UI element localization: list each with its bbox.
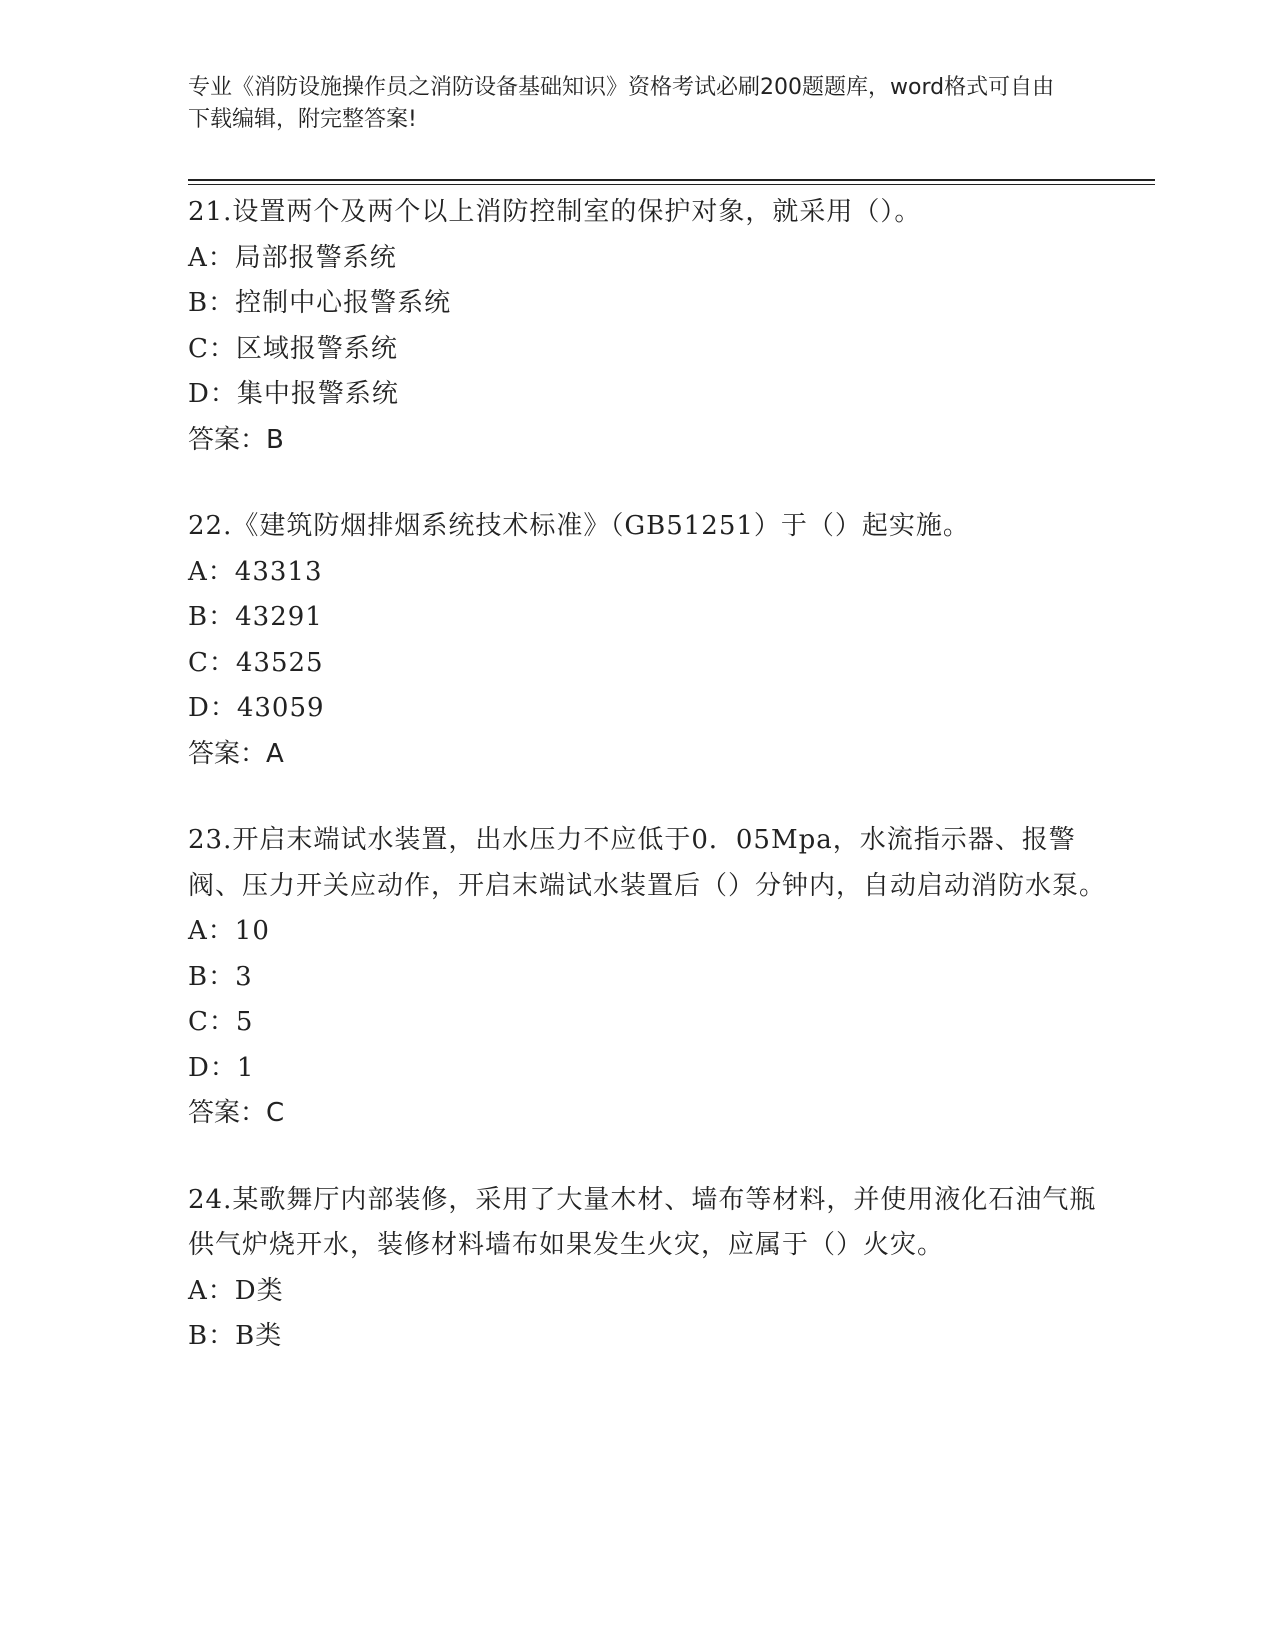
option-c: C：5: [188, 1007, 254, 1037]
option-c: C：43525: [188, 647, 324, 678]
option-a: A：D类: [188, 1275, 284, 1306]
question-list: [188, 190, 1108, 1360]
header-divider-thick: [188, 179, 1155, 181]
option-b: B：控制中心报警系统: [188, 288, 452, 318]
question-stem: 22.《建筑防烟排烟系统技术标准》（GB51251）于（）起实施。: [188, 511, 970, 541]
answer: 答案：B: [188, 424, 284, 455]
question-21: [188, 190, 1108, 463]
question-22: [188, 504, 1108, 777]
question-stem: 24.某歌舞厅内部装修，采用了大量木材、墙布等材料，并使用液化石油气瓶供气炉烧开水，装修材料墙布如果发生火灾，应属于（）火灾。: [188, 1184, 1097, 1260]
question-stem: 21.设置两个及两个以上消防控制室的保护对象，就采用（）。: [188, 197, 922, 227]
question-24: [188, 1178, 1108, 1360]
option-d: D：1: [188, 1052, 255, 1083]
option-d: D：集中报警系统: [188, 379, 399, 409]
header-divider-thin: [188, 184, 1155, 185]
option-a: A：10: [188, 916, 270, 946]
option-b: B：3: [188, 961, 253, 992]
option-b: B：B类: [188, 1321, 283, 1351]
answer: 答案：A: [188, 738, 284, 769]
option-d: D：43059: [188, 693, 325, 723]
option-a: A：43313: [188, 556, 323, 587]
option-a: A：局部报警系统: [188, 242, 397, 273]
document-header: 专业《消防设施操作员之消防设备基础知识》资格考试必刷200题题库，word格式可自由下载编辑，附完整答案!: [188, 75, 1055, 132]
answer: 答案：C: [188, 1098, 285, 1128]
question-23: [188, 818, 1108, 1137]
question-stem: 23.开启末端试水装置，出水压力不应低于0．05Mpa，水流指示器、报警阀、压力开关应动作，开启末端试水装置后（）分钟内，自动启动消防水泵。: [188, 825, 1107, 901]
option-c: C：区域报警系统: [188, 333, 398, 364]
option-b: B：43291: [188, 602, 323, 632]
